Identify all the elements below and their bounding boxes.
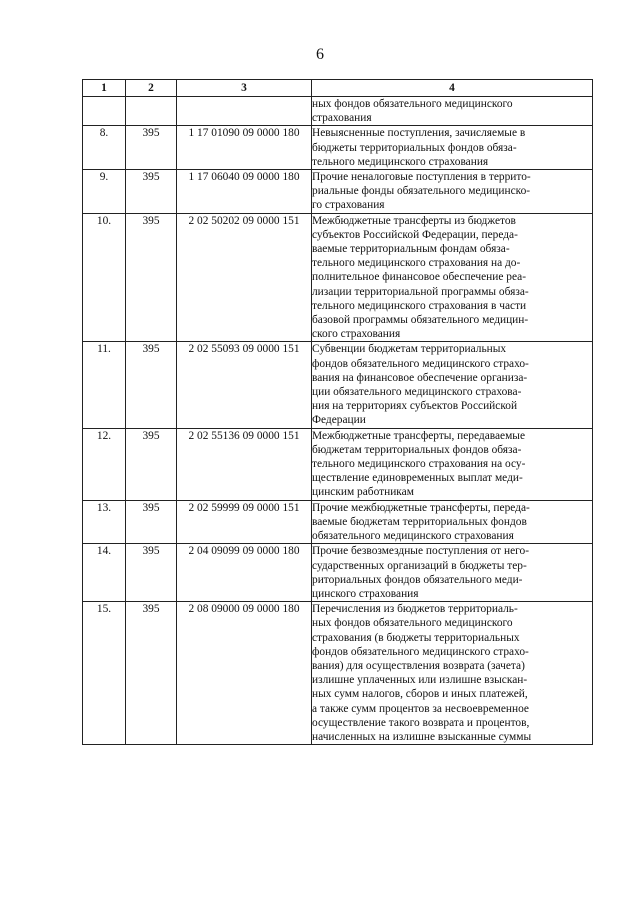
description-cell: Прочие неналоговые поступления в террито- риальные фонды обязательного медицинско- го страхования (312, 170, 593, 214)
admin-code-cell: 395 (126, 500, 177, 544)
table-row (83, 544, 593, 602)
budget-classification-code-cell: 1 17 06040 09 0000 180 (177, 170, 312, 214)
budget-classification-code-cell: 2 02 59999 09 0000 151 (177, 500, 312, 544)
admin-code-cell: 395 (126, 428, 177, 500)
budget-classification-code-cell: 1 17 01090 09 0000 180 (177, 126, 312, 170)
admin-code-cell: 395 (126, 342, 177, 428)
table-row (83, 428, 593, 500)
description-cell: ных фондов обязательного медицинского страхования (312, 97, 593, 126)
budget-codes-table (82, 79, 593, 745)
budget-classification-code-cell: 2 02 55093 09 0000 151 (177, 342, 312, 428)
row-number-cell: 9. (83, 170, 126, 214)
budget-classification-code-cell (177, 97, 312, 126)
description-cell: Межбюджетные трансферты из бюджетов субъектов Российской Федерации, переда- ваемые территориальным фондам обяза- тельного медицинского страхования на до- полнительное финансовое обеспечение реа- лизации территориальной программы обяза- тельного медицинского страхования в части базовой программы обязательного медицин- ского страхования (312, 213, 593, 342)
description-cell: Прочие безвозмездные поступления от него- сударственных организаций в бюджеты тер- риториальных фондов обязательного меди- цинского страхования (312, 544, 593, 602)
table-row (83, 126, 593, 170)
description-cell: Невыясненные поступления, зачисляемые в бюджеты территориальных фондов обяза- тельного медицинского страхования (312, 126, 593, 170)
description-cell: Субвенции бюджетам территориальных фондов обязательного медицинского страхо- вания на финансовое обеспечение организа- ции обязательного медицинского страхова- ния на территориях субъектов Российской Федерации (312, 342, 593, 428)
row-number-cell: 12. (83, 428, 126, 500)
admin-code-cell (126, 97, 177, 126)
row-number-cell: 8. (83, 126, 126, 170)
admin-code-cell: 395 (126, 126, 177, 170)
table-row (83, 602, 593, 745)
admin-code-cell: 395 (126, 213, 177, 342)
description-cell: Межбюджетные трансферты, передаваемые бюджетам территориальных фондов обяза- тельного медицинского страхования на осу- ществление единовременных выплат меди- цинским работникам (312, 428, 593, 500)
budget-classification-code-cell: 2 02 55136 09 0000 151 (177, 428, 312, 500)
admin-code-cell: 395 (126, 170, 177, 214)
row-number-cell (83, 97, 126, 126)
budget-classification-code-cell: 2 04 09099 09 0000 180 (177, 544, 312, 602)
table-header-row (83, 80, 593, 97)
row-number-cell: 15. (83, 602, 126, 745)
admin-code-cell: 395 (126, 602, 177, 745)
table-row-continuation (83, 97, 593, 126)
row-number-cell: 10. (83, 213, 126, 342)
description-cell: Перечисления из бюджетов территориаль- ных фондов обязательного медицинского страхования (в бюджеты территориальных фондов обязательного медицинского страхо- вания) для осуществления возврата (зачета) излишне уплаченных или излишне взыскан- ных сумм налогов, сборов и иных платежей, а также сумм процентов за несвоевременное осуществление такого возврата и процентов, начисленных на излишне взысканные суммы (312, 602, 593, 745)
column-header-1: 1 (83, 80, 126, 97)
table-row (83, 500, 593, 544)
table-row (83, 213, 593, 342)
column-header-4: 4 (312, 80, 593, 97)
budget-classification-code-cell: 2 02 50202 09 0000 151 (177, 213, 312, 342)
table-row (83, 170, 593, 214)
column-header-2: 2 (126, 80, 177, 97)
row-number-cell: 14. (83, 544, 126, 602)
description-cell: Прочие межбюджетные трансферты, переда- ваемые бюджетам территориальных фондов обязательного медицинского страхования (312, 500, 593, 544)
row-number-cell: 13. (83, 500, 126, 544)
table-row (83, 342, 593, 428)
admin-code-cell: 395 (126, 544, 177, 602)
budget-classification-code-cell: 2 08 09000 09 0000 180 (177, 602, 312, 745)
row-number-cell: 11. (83, 342, 126, 428)
column-header-3: 3 (177, 80, 312, 97)
page-number: 6 (316, 46, 324, 63)
